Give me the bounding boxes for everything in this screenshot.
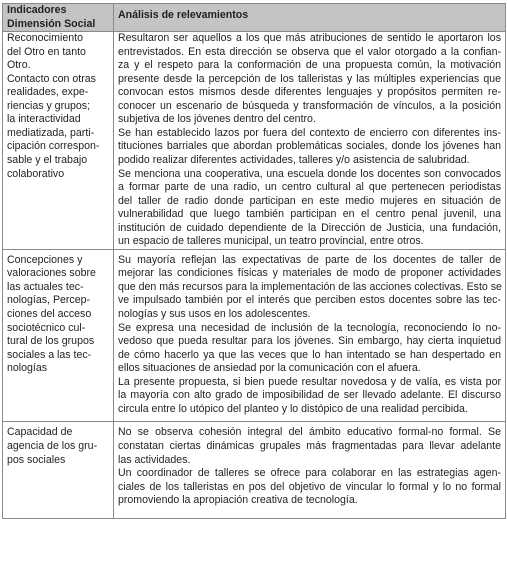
cell-line: subjetiva de los jóvenes dentro del centro. [118, 113, 316, 126]
cell-line: la mayoría con alto grado de imposibilidad de ser llevado adelante. El discurso [118, 389, 501, 402]
cell-line: sociales a las tec- [7, 348, 92, 361]
table-header-row [3, 4, 506, 32]
cell-line: pos sociales [7, 453, 66, 466]
cell-line: del Otro en tanto [7, 45, 86, 58]
cell-line: vedoso que pueda resultar para los jóvenes. Sin embargo, hay cierta inquietud [118, 335, 501, 348]
header-line: Indicadores [7, 4, 67, 16]
cell-line: tural de los grupos [7, 335, 95, 348]
cell-line: Contacto con otras [7, 72, 96, 85]
cell-line: la interactividad [7, 113, 81, 126]
cell-line: las actividades. [118, 453, 191, 466]
cell-line: podido realizar diferentes actividades, talleres y/o asistencia de salubridad. [118, 154, 470, 167]
cell-line: convocan estos mismos desde diferentes lenguajes y propósitos permiten re- [118, 86, 501, 99]
cell-line: mediatizada, parti- [7, 126, 95, 139]
cell-line: sociotécnico cul- [7, 321, 86, 334]
cell-line: Se menciona una cooperativa, una escuela donde los docentes son convocados [118, 167, 501, 180]
cell-line: del taller de radio donde participan en este medio mujeres en situación de [118, 194, 501, 207]
cell-line: nologías [7, 362, 48, 375]
cell-line: La presente propuesta, si bien puede resultar novedosa y de valía, es vista por [118, 375, 501, 388]
cell-line: mejorar las condiciones físicas y materiales de modo de proponer actividades [118, 267, 501, 280]
cell-line: vulnerabilidad que luego también participan en el centro penal juvenil, una [118, 208, 501, 221]
cell-line: nologías y sus usos en los adolescentes. [118, 308, 311, 321]
cell-line: realidades, expe- [7, 86, 89, 99]
cell-line: Capacidad de [7, 426, 73, 439]
cell-line: Concepciones y [7, 253, 83, 266]
analysis-cell [114, 422, 506, 518]
cell-line: Se expresa una necesidad de inclusión de la tecnología, reconociendo lo no- [118, 321, 501, 334]
cell-line: Se han establecido lazos por fuera del contexto de encierro con diferentes ins- [118, 126, 501, 139]
cell-line: ve impulsado también por el interés que perciben estos docentes sobre las tec- [118, 294, 501, 307]
cell-line: agencia de los gru- [7, 439, 98, 452]
cell-line: a formar parte de una radio, un centro cultural al que pertenecen periodistas [118, 181, 501, 194]
table-row [3, 249, 506, 422]
cell-line: presente desde la percepción de los talleristas y las múltiples experiencias que [118, 72, 501, 85]
cell-line: las actuales tec- [7, 280, 84, 293]
cell-line: tituciones barriales que abordan problemáticas sociales, donde los jóvenes han [118, 140, 501, 153]
cell-line: un espacio de talleres municipal, un teatro provincial, entre otros. [118, 235, 424, 248]
cell-line: Resultaron ser aquellos a los que más atribuciones de sentido le aportaron los [118, 32, 501, 45]
cell-line: de cómo hacerlo ya que las veces que lo han intentado se han despertado en [118, 348, 501, 361]
indicator-cell [3, 249, 114, 422]
cell-line: ciones del acceso [7, 308, 92, 321]
cell-line: No se observa cohesión integral del ámbito educativo formal-no formal. Se [118, 426, 501, 439]
analysis-cell [114, 32, 506, 250]
cell-line: valoraciones sobre [7, 267, 96, 280]
cell-line: que den más recursos para la implementación de las acciones colectivas. Esto se [118, 280, 502, 293]
analysis-cell [114, 249, 506, 422]
header-line: Análisis de relevamientos [118, 9, 249, 21]
header-analysis [114, 4, 506, 32]
table-row [3, 32, 506, 250]
cell-line: nologías, Percep- [7, 294, 91, 307]
cell-line: cipación correspon- [7, 140, 100, 153]
cell-line: circula entre lo utópico del planteo y lo distópico de una realidad percibida. [118, 402, 468, 415]
cell-line: promoviendo la apropiación creativa de tecnología. [118, 494, 358, 507]
cell-line: Su mayoría reflejan las expectativas de parte de los docentes de taller de [118, 253, 501, 266]
cell-line: colaborativo [7, 167, 65, 180]
analysis-table [2, 3, 506, 519]
indicator-cell [3, 32, 114, 250]
cell-line: ellos situaciones de ansiedad por la comunicación con el afuera. [118, 362, 421, 375]
cell-line: Otro. [7, 59, 31, 72]
cell-line: conocer un escenario de búsqueda y transformación de vínculos, a la posición [118, 99, 501, 112]
header-indicators [3, 4, 114, 32]
table-row [3, 422, 506, 518]
cell-line: za y el respeto para la conformación de una propuesta común, la motivación [118, 59, 501, 72]
cell-line: Reconocimiento [7, 32, 83, 45]
cell-line: entrevistados. En esta dirección se observa que el valor otorgado a la confian- [118, 45, 501, 58]
cell-line: ciales de los talleristas en pos del objetivo de vincular lo formal y lo no formal [118, 480, 501, 493]
cell-line: institución de cuidado dependiente de la Dirección de Justicia, una fundación, [118, 221, 501, 234]
cell-line: riencias y grupos; [7, 99, 91, 112]
header-line: Dimensión Social [7, 17, 96, 30]
cell-line: Un coordinador de talleres se ofrece para colaborar en las estrategias agen- [118, 467, 501, 480]
indicator-cell [3, 422, 114, 518]
cell-line: sable y el trabajo [7, 154, 88, 167]
cell-line: constatan ciertas dinámicas grupales más fragmentadas para llevar adelante [118, 439, 501, 452]
